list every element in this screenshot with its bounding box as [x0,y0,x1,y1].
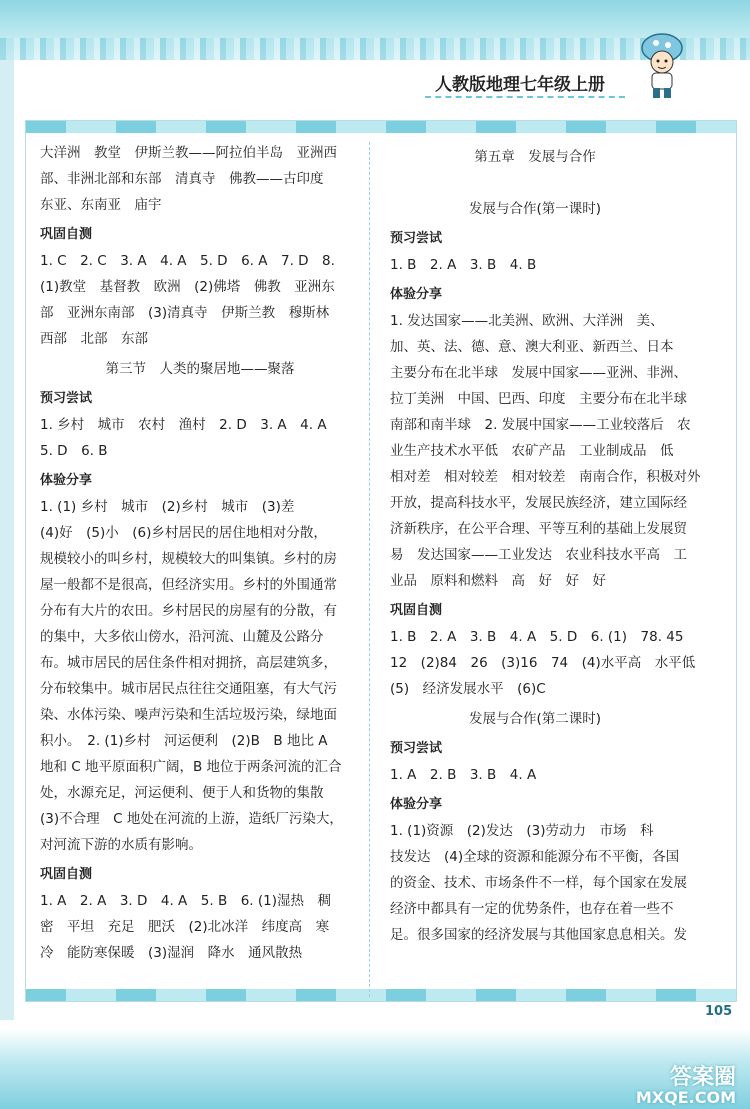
left-text-line: 的集中，大多依山傍水，沿河流、山麓及公路分 [40,629,324,645]
left-text-line: 部 亚洲东南部 (3)清真寺 伊斯兰教 穆斯林 [40,305,330,321]
left-text-line: 东亚、东南亚 庙宇 [40,197,162,213]
right-text-line: 1. B 2. A 3. B 4. B [390,257,537,273]
left-text-line: 规模较小的叫乡村，规模较大的叫集镇。乡村的房 [40,551,337,567]
left-text-line: 分布有大片的农田。乡村居民的房屋有的分散，有 [40,603,337,619]
right-text-line: 1. A 2. B 3. B 4. A [390,767,537,783]
left-text-line: (1)教堂 基督教 欧洲 (2)佛塔 佛教 亚洲东 [40,279,335,295]
left-text-line: 1. A 2. A 3. D 4. A 5. B 6. (1)湿热 稠 [40,893,332,909]
left-decor-bar [0,60,14,1020]
left-text-line: 1. 乡村 城市 农村 渔村 2. D 3. A 4. A [40,417,327,433]
mascot-illustration [632,30,692,102]
right-text-line: 开放，提高科技水平，发展民族经济，建立国际经 [390,495,687,511]
right-text-line: 1. 发达国家——北美洲、欧洲、大洋洲 美、 [390,313,664,329]
right-text-line: 1. B 2. A 3. B 4. A 5. D 6. (1) 78. 45 [390,629,684,645]
left-section-heading: 巩固自测 [40,227,93,242]
left-text-line: 布。城市居民的居住条件相对拥挤，高层建筑多， [40,655,337,671]
header-divider [425,96,625,98]
left-text-line: 对河流下游的水质有影响。 [40,837,202,853]
book-title: 人教版地理七年级上册 [435,75,605,95]
left-text-line: (3)不合理 C 地处在河流的上游，造纸厂污染大， [40,811,343,827]
left-section-heading: 预习尝试 [40,391,93,406]
left-text-line: 冷 能防寒保暖 (3)湿润 降水 通风散热 [40,945,303,961]
page-number: 105 [705,1004,733,1019]
right-section-heading: 预习尝试 [390,741,443,756]
right-text-line: 南部和南半球 2. 发展中国家——工业较落后 农 [390,417,691,433]
right-text-line: (5) 经济发展水平 (6)C [390,681,546,697]
watermark-text: 答案圈 [669,1065,736,1090]
right-text-line: 业生产技术水平低 农矿产品 工业制成品 低 [390,443,674,459]
right-spacer [390,170,680,192]
left-text-line: 处，水源充足，河运便利、便于人和货物的集散 [40,785,324,801]
right-section-heading: 体验分享 [390,797,443,812]
left-text-line: 1. (1) 乡村 城市 (2)乡村 城市 (3)差 [40,499,295,515]
watermark-url: MXQE.COM [635,1088,736,1107]
left-text-line: 5. D 6. B [40,443,108,459]
left-text-line: 西部 北部 东部 [40,331,148,347]
left-text-line: 大洋洲 教堂 伊斯兰教——阿拉伯半岛 亚洲西 [40,145,337,161]
right-text-line: 业品 原料和燃料 高 好 好 好 [390,573,606,589]
right-text-line: 主要分布在北半球 发展中国家——亚洲、非洲、 [390,365,687,381]
left-text-line: 密 平坦 充足 肥沃 (2)北冰洋 纬度高 寒 [40,919,330,935]
right-section-heading: 体验分享 [390,287,443,302]
right-chapter-title: 第五章 发展与合作 [474,149,596,165]
right-section-heading: 预习尝试 [390,231,443,246]
left-text-line: 地和 C 地平原面积广阔，B 地位于两条河流的汇合 [40,759,342,775]
left-text-line: 积小。 2. (1)乡村 河运便利 (2)B B 地比 A [40,733,328,749]
right-text-line: 加、英、法、德、意、澳大利亚、新西兰、日本 [390,339,674,355]
left-section-heading: 体验分享 [40,473,93,488]
left-text-line: 屋一般都不是很高，但经济实用。乡村的外围通常 [40,577,337,593]
frame-bottom-strip [26,989,736,1001]
left-text-line: 1. C 2. C 3. A 4. A 5. D 6. A 7. D 8. [40,253,335,269]
left-section-heading: 巩固自测 [40,867,93,882]
right-chapter-title: 发展与合作(第二课时) [468,711,602,727]
left-chapter-title: 第三节 人类的聚居地——聚落 [105,361,295,377]
right-text-line: 技发达 (4)全球的资源和能源分布不平衡，各国 [390,849,680,865]
right-text-line: 济新秩序，在公平合理、平等互利的基础上发展贸 [390,521,687,537]
right-text-line: 12 (2)84 26 (3)16 74 (4)水平高 水平低 [390,655,696,671]
frame-top-strip [26,121,736,133]
left-text-line: 部、非洲北部和东部 清真寺 佛教——古印度 [40,171,324,187]
right-chapter-title: 发展与合作(第一课时) [468,201,602,217]
left-column [40,140,360,966]
column-divider [369,142,370,997]
left-text-line: (4)好 (5)小 (6)乡村居民的居住地相对分散， [40,525,327,541]
right-text-line: 1. (1)资源 (2)发达 (3)劳动力 市场 科 [390,823,654,839]
right-text-line: 经济中都具有一定的优势条件，也存在着一些不 [390,901,674,917]
right-text-line: 足。很多国家的经济发展与其他国家息息相关。发 [390,927,687,943]
right-section-heading: 巩固自测 [390,603,443,618]
left-text-line: 染、水体污染、噪声污染和生活垃圾污染，绿地面 [40,707,337,723]
right-column [390,140,701,948]
bottom-banner [0,1029,750,1109]
right-text-line: 的资金、技术、市场条件不一样，每个国家在发展 [390,875,687,891]
right-text-line: 拉丁美洲 中国、巴西、印度 主要分布在北半球 [390,391,687,407]
right-text-line: 易 发达国家——工业发达 农业科技水平高 工 [390,547,687,563]
left-text-line: 分布较集中。城市居民点往往交通阻塞，有大气污 [40,681,337,697]
right-text-line: 相对差 相对较差 相对较差 南南合作，积极对外 [390,469,701,485]
